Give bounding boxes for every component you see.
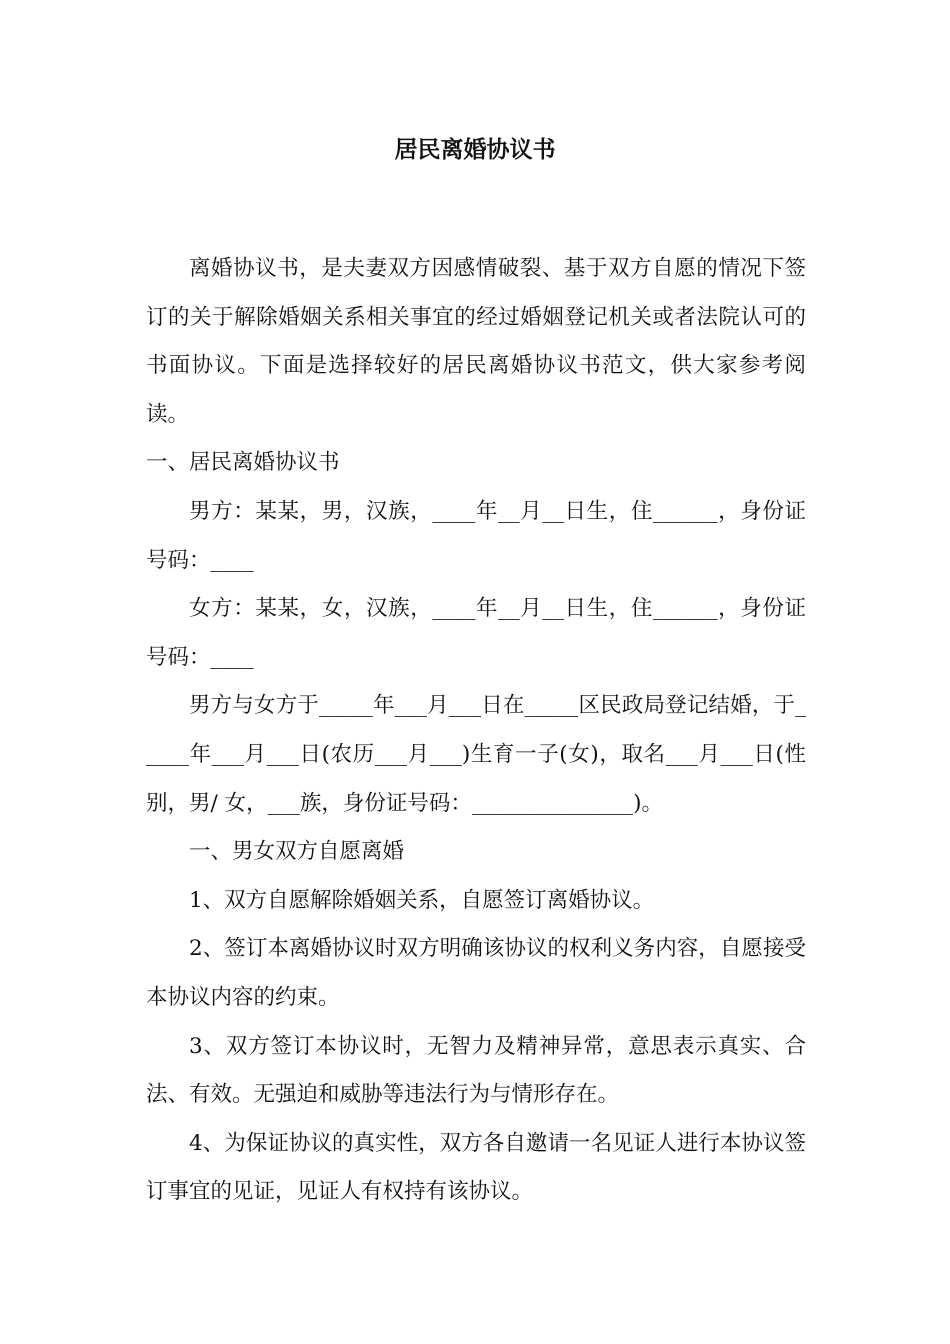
clause-2: 2、签订本离婚协议时双方明确该协议的权利义务内容，自愿接受本协议内容的约束。 [146, 936, 806, 1010]
document-body [146, 245, 806, 1217]
intro-paragraph: 离婚协议书，是夫妻双方因感情破裂、基于双方自愿的情况下签订的关于解除婚姻关系相关事宜的经过婚姻登记机关或者法院认可的书面协议。下面是选择较好的居民离婚协议书范文，供大家参考阅读。 [146, 256, 806, 427]
clause-3: 3、双方签订本协议时，无智力及精神异常，意思表示真实、合法、有效。无强迫和威胁等违法行为与情形存在。 [146, 1033, 806, 1108]
male-party-paragraph: 男方：某某，男，汉族，____年__月__日生，住______，身份证号码：____ [146, 498, 806, 573]
clause-1: 1、双方自愿解除婚姻关系，自愿签订离婚协议。 [189, 887, 655, 913]
clause-heading: 一、男女双方自愿离婚 [189, 839, 405, 865]
clause-4: 4、为保证协议的真实性，双方各自邀请一名见证人进行本协议签订事宜的见证，见证人有权持有该协议。 [146, 1130, 806, 1205]
female-party-paragraph: 女方：某某，女，汉族，____年__月__日生，住______，身份证号码：____ [146, 596, 806, 670]
section-heading: 一、居民离婚协议书 [146, 450, 340, 476]
document-title: 居民离婚协议书 [394, 137, 556, 163]
marriage-info-paragraph: 男方与女方于_____年___月___日在_____区民政局登记结婚，于_____年___月___日(农历___月___)生育一子(女)，取名___月___日(性别，男/ 女，___族，身份证号码：_______________)。 [146, 693, 806, 816]
